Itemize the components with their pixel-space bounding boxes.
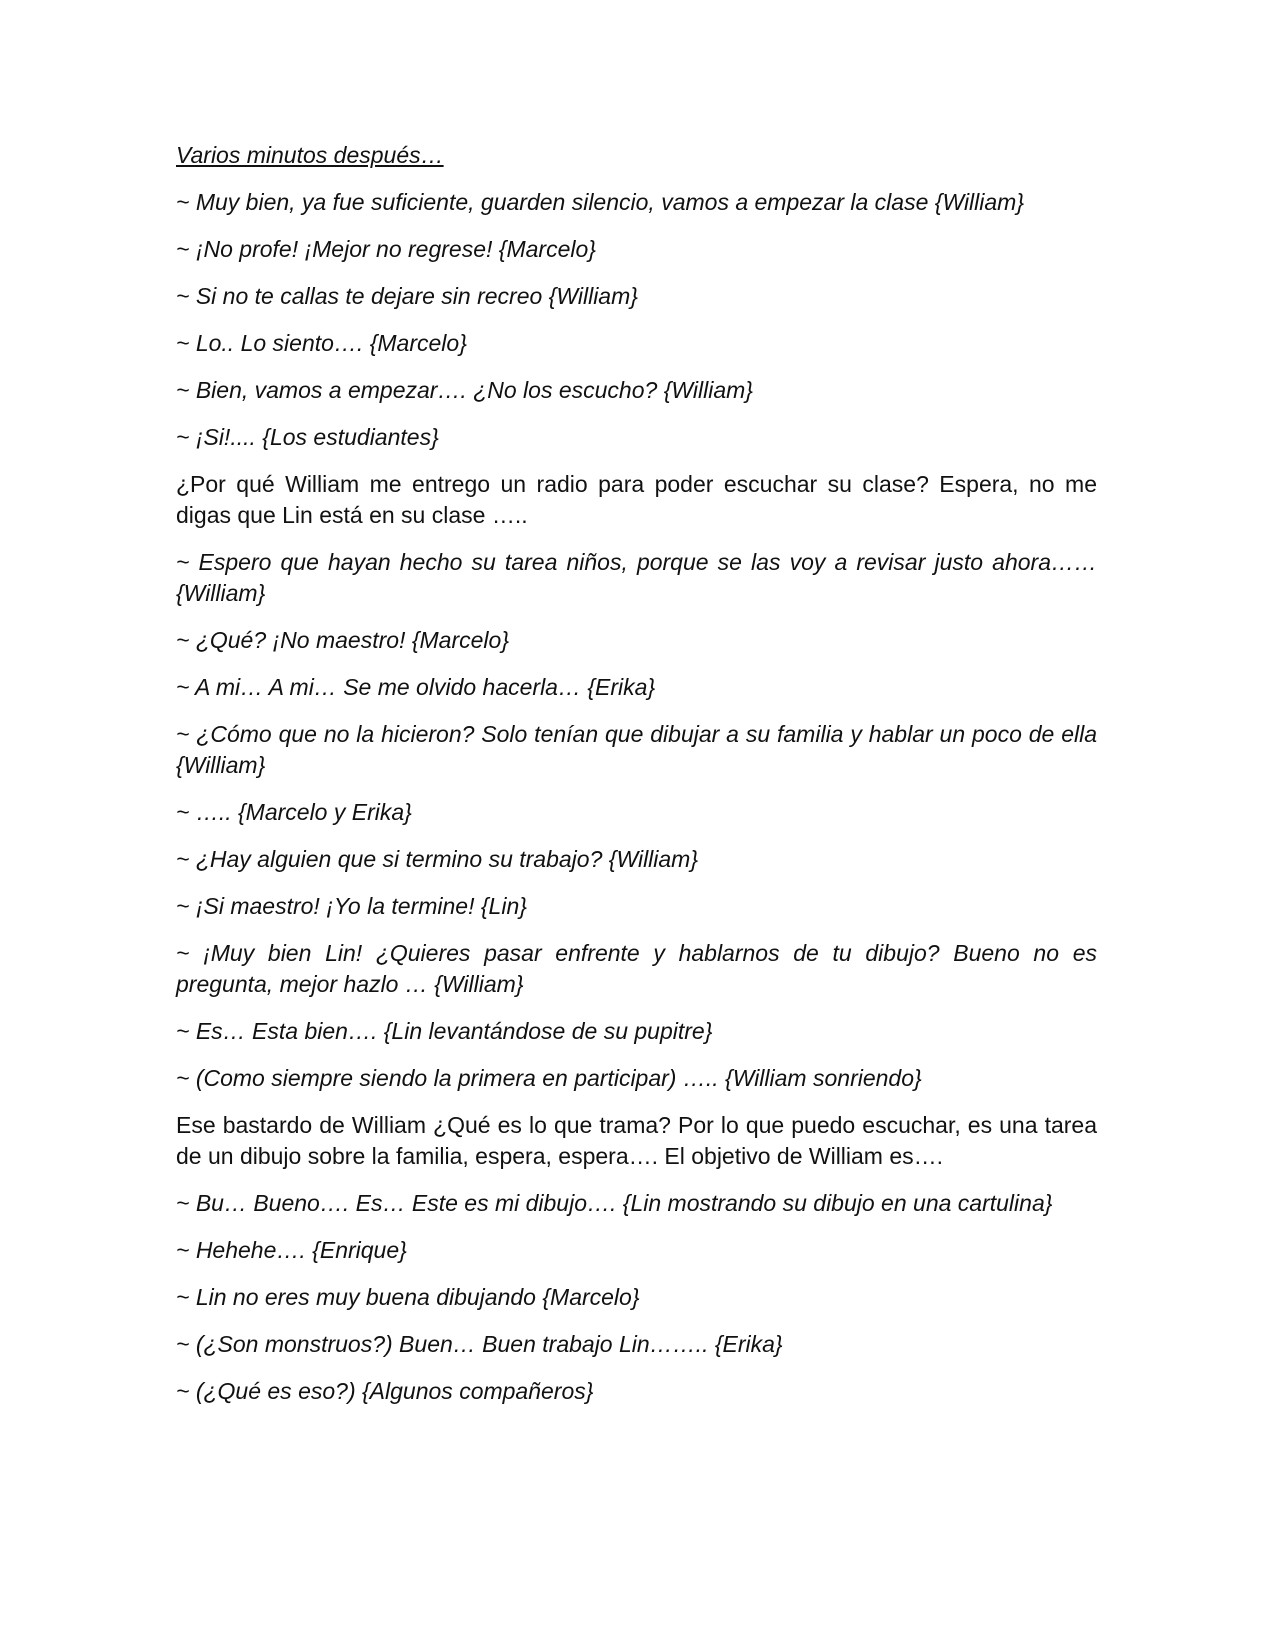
dialogue-line: ~ A mi… A mi… Se me olvido hacerla… {Erika} [176,674,656,700]
dialogue-line: ~ ¡Si!.... {Los estudiantes} [176,424,439,450]
dialogue-line: ~ (¿Qué es eso?) {Algunos compañeros} [176,1378,594,1404]
dialogue-line: ~ Lin no eres muy buena dibujando {Marcelo} [176,1284,640,1310]
dialogue-line: ~ Hehehe…. {Enrique} [176,1237,407,1263]
scene-heading: Varios minutos después… [176,142,444,168]
dialogue-line: ~ (¿Son monstruos?) Buen… Buen trabajo Lin…….. {Erika} [176,1331,783,1357]
dialogue-line: ~ ¿Hay alguien que si termino su trabajo? {William} [176,846,699,872]
dialogue-line: ~ Es… Esta bien…. {Lin levantándose de su pupitre} [176,1018,713,1044]
dialogue-line: ~ (Como siempre siendo la primera en participar) ….. {William sonriendo} [176,1065,922,1091]
dialogue-line: ~ ¡Muy bien Lin! ¿Quieres pasar enfrente y hablarnos de tu dibujo? Bueno no es pregunta, mejor hazlo … {William} [176,940,1097,997]
dialogue-line: ~ ¡Si maestro! ¡Yo la termine! {Lin} [176,893,527,919]
narration-paragraph: ¿Por qué William me entrego un radio para poder escuchar su clase? Espera, no me digas que Lin está en su clase ….. [176,471,1097,528]
narration-paragraph: Ese bastardo de William ¿Qué es lo que trama? Por lo que puedo escuchar, es una tarea de un dibujo sobre la familia, espera, espera…. El objetivo de William es…. [176,1112,1097,1169]
dialogue-line: ~ ¿Qué? ¡No maestro! {Marcelo} [176,627,510,653]
dialogue-line: ~ ¿Cómo que no la hicieron? Solo tenían que dibujar a su familia y hablar un poco de ella {William} [176,721,1097,778]
document-body [176,140,1097,1423]
dialogue-line: ~ Bien, vamos a empezar…. ¿No los escucho? {William} [176,377,753,403]
dialogue-line: ~ ….. {Marcelo y Erika} [176,799,412,825]
dialogue-line: ~ Bu… Bueno…. Es… Este es mi dibujo…. {Lin mostrando su dibujo en una cartulina} [176,1190,1053,1216]
dialogue-line: ~ Si no te callas te dejare sin recreo {William} [176,283,638,309]
dialogue-line: ~ Espero que hayan hecho su tarea niños, porque se las voy a revisar justo ahora…… {William} [176,549,1097,606]
dialogue-line: ~ Lo.. Lo siento…. {Marcelo} [176,330,467,356]
dialogue-line: ~ Muy bien, ya fue suficiente, guarden silencio, vamos a empezar la clase {William} [176,189,1025,215]
dialogue-line: ~ ¡No profe! ¡Mejor no regrese! {Marcelo} [176,236,596,262]
